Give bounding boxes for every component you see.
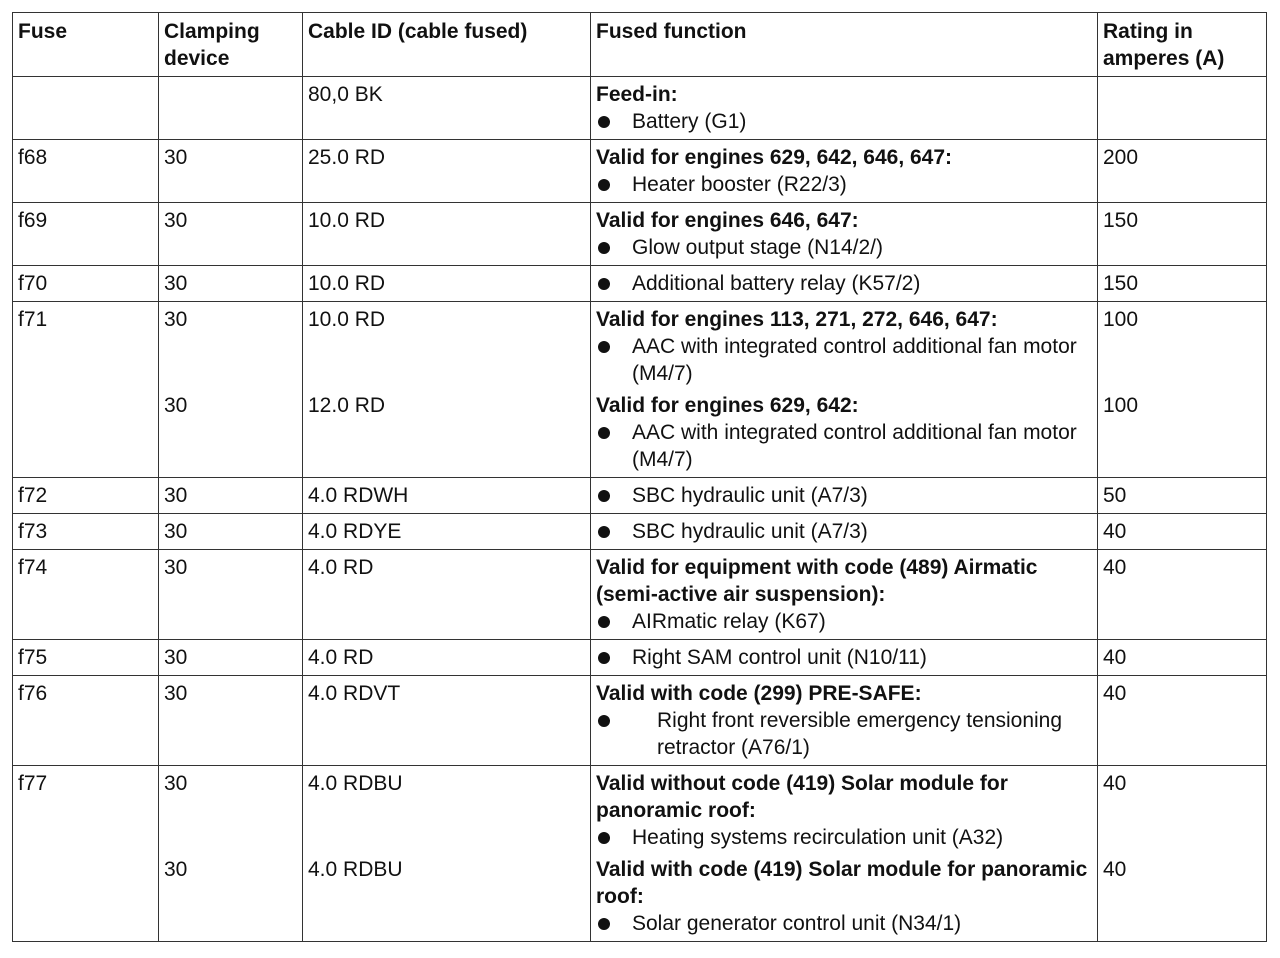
fuse-cell: f72 bbox=[13, 478, 159, 514]
cable-cell: 10.0 RD bbox=[303, 266, 591, 302]
clamping-cell: 30 bbox=[159, 391, 303, 478]
cable-cell: 4.0 RD bbox=[303, 550, 591, 640]
clamping-cell: 30 bbox=[159, 203, 303, 266]
function-heading: Valid for engines 646, 647: bbox=[596, 209, 859, 232]
clamping-cell: 30 bbox=[159, 640, 303, 676]
bullet-icon bbox=[598, 179, 610, 191]
fuse-cell bbox=[13, 391, 159, 478]
rating-cell: 150 bbox=[1098, 266, 1267, 302]
clamping-cell: 30 bbox=[159, 550, 303, 640]
function-bullet bbox=[596, 518, 1092, 545]
fuse-cell bbox=[13, 77, 159, 140]
function-cell bbox=[591, 514, 1098, 550]
cable-cell: 4.0 RDYE bbox=[303, 514, 591, 550]
function-bullet-text: Heater booster (R22/3) bbox=[632, 173, 847, 196]
header-row bbox=[13, 13, 1267, 77]
bullet-icon bbox=[598, 490, 610, 502]
fuse-cell: f74 bbox=[13, 550, 159, 640]
function-bullet-text: Solar generator control unit (N34/1) bbox=[632, 912, 962, 935]
table-row bbox=[13, 676, 1267, 766]
function-cell bbox=[591, 140, 1098, 203]
function-bullet bbox=[596, 644, 1092, 671]
clamping-cell: 30 bbox=[159, 514, 303, 550]
function-cell bbox=[591, 478, 1098, 514]
function-bullet bbox=[596, 333, 1092, 387]
function-bullet bbox=[596, 910, 1092, 937]
bullet-icon bbox=[598, 918, 610, 930]
function-heading: Valid with code (299) PRE-SAFE: bbox=[596, 682, 922, 705]
function-bullet-text: Right SAM control unit (N10/11) bbox=[632, 646, 927, 669]
function-bullet bbox=[596, 824, 1092, 851]
fuse-cell: f70 bbox=[13, 266, 159, 302]
clamping-cell: 30 bbox=[159, 140, 303, 203]
fuse-table bbox=[12, 12, 1267, 942]
clamping-cell: 30 bbox=[159, 478, 303, 514]
bullet-icon bbox=[598, 278, 610, 290]
bullet-icon bbox=[598, 715, 610, 727]
function-bullet bbox=[596, 171, 1092, 198]
fuse-cell: f75 bbox=[13, 640, 159, 676]
function-heading: Valid for engines 629, 642, 646, 647: bbox=[596, 146, 953, 169]
table-row bbox=[13, 550, 1267, 640]
rating-cell: 150 bbox=[1098, 203, 1267, 266]
function-bullet-text: SBC hydraulic unit (A7/3) bbox=[632, 520, 868, 543]
function-bullet-text: SBC hydraulic unit (A7/3) bbox=[632, 484, 868, 507]
function-bullet bbox=[596, 482, 1092, 509]
fuse-cell: f77 bbox=[13, 766, 159, 856]
function-bullet-text: AAC with integrated control additional fan motor (M4/7) bbox=[632, 335, 1077, 385]
table-row bbox=[13, 478, 1267, 514]
rating-cell: 40 bbox=[1098, 676, 1267, 766]
clamping-cell: 30 bbox=[159, 266, 303, 302]
table-row bbox=[13, 391, 1267, 478]
rating-cell: 100 bbox=[1098, 391, 1267, 478]
clamping-cell: 30 bbox=[159, 766, 303, 856]
cable-cell: 25.0 RD bbox=[303, 140, 591, 203]
cable-cell: 80,0 BK bbox=[303, 77, 591, 140]
function-cell bbox=[591, 391, 1098, 478]
fuse-cell: f69 bbox=[13, 203, 159, 266]
clamping-cell: 30 bbox=[159, 302, 303, 392]
rating-cell: 40 bbox=[1098, 766, 1267, 856]
clamping-cell bbox=[159, 77, 303, 140]
function-bullet-text: Right front reversible emergency tensioning retractor (A76/1) bbox=[657, 709, 1063, 759]
table-row bbox=[13, 266, 1267, 302]
rating-cell: 40 bbox=[1098, 855, 1267, 942]
table-row bbox=[13, 766, 1267, 856]
function-bullet-text: AAC with integrated control additional fan motor (M4/7) bbox=[632, 421, 1077, 471]
rating-cell: 50 bbox=[1098, 478, 1267, 514]
bullet-icon bbox=[598, 832, 610, 844]
function-bullet bbox=[596, 108, 1092, 135]
function-heading: Valid for equipment with code (489) Airmatic (semi-active air suspension): bbox=[596, 556, 1038, 606]
table-row bbox=[13, 640, 1267, 676]
bullet-icon bbox=[598, 616, 610, 628]
function-cell bbox=[591, 77, 1098, 140]
function-cell bbox=[591, 676, 1098, 766]
function-bullet-text: AIRmatic relay (K67) bbox=[632, 610, 826, 633]
function-bullet-text: Glow output stage (N14/2/) bbox=[632, 236, 883, 259]
function-cell bbox=[591, 266, 1098, 302]
cable-cell: 10.0 RD bbox=[303, 302, 591, 392]
table-row bbox=[13, 514, 1267, 550]
function-bullet bbox=[596, 419, 1092, 473]
table-row bbox=[13, 203, 1267, 266]
bullet-icon bbox=[598, 242, 610, 254]
fuse-cell: f76 bbox=[13, 676, 159, 766]
rating-cell bbox=[1098, 77, 1267, 140]
rating-cell: 40 bbox=[1098, 550, 1267, 640]
header-rating: Rating in amperes (A) bbox=[1098, 13, 1267, 77]
table-row bbox=[13, 140, 1267, 203]
header-clamping-device: Clamping device bbox=[159, 13, 303, 77]
fuse-cell: f73 bbox=[13, 514, 159, 550]
rating-cell: 40 bbox=[1098, 640, 1267, 676]
function-cell bbox=[591, 550, 1098, 640]
clamping-cell: 30 bbox=[159, 855, 303, 942]
cable-cell: 4.0 RD bbox=[303, 640, 591, 676]
function-heading: Valid without code (419) Solar module for panoramic roof: bbox=[596, 772, 1008, 822]
function-cell bbox=[591, 203, 1098, 266]
function-bullet-text: Battery (G1) bbox=[632, 110, 747, 133]
function-heading: Valid for engines 113, 271, 272, 646, 647: bbox=[596, 308, 998, 331]
function-heading: Valid with code (419) Solar module for panoramic roof: bbox=[596, 858, 1088, 908]
bullet-icon bbox=[598, 341, 610, 353]
function-heading: Feed-in: bbox=[596, 83, 678, 106]
rating-cell: 40 bbox=[1098, 514, 1267, 550]
table-row bbox=[13, 855, 1267, 942]
function-heading: Valid for engines 629, 642: bbox=[596, 394, 859, 417]
bullet-icon bbox=[598, 116, 610, 128]
rating-cell: 200 bbox=[1098, 140, 1267, 203]
table-row bbox=[13, 77, 1267, 140]
function-cell bbox=[591, 302, 1098, 392]
cable-cell: 10.0 RD bbox=[303, 203, 591, 266]
header-fused-function: Fused function bbox=[591, 13, 1098, 77]
rating-cell: 100 bbox=[1098, 302, 1267, 392]
cable-cell: 4.0 RDBU bbox=[303, 855, 591, 942]
function-bullet-text: Heating systems recirculation unit (A32) bbox=[632, 826, 1004, 849]
function-cell bbox=[591, 766, 1098, 856]
cable-cell: 4.0 RDWH bbox=[303, 478, 591, 514]
table-row bbox=[13, 302, 1267, 392]
bullet-icon bbox=[598, 427, 610, 439]
header-fuse: Fuse bbox=[13, 13, 159, 77]
fuse-cell: f68 bbox=[13, 140, 159, 203]
cable-cell: 12.0 RD bbox=[303, 391, 591, 478]
bullet-icon bbox=[598, 652, 610, 664]
function-bullet bbox=[596, 608, 1092, 635]
function-bullet bbox=[596, 270, 1092, 297]
cable-cell: 4.0 RDVT bbox=[303, 676, 591, 766]
fuse-cell: f71 bbox=[13, 302, 159, 392]
fuse-cell bbox=[13, 855, 159, 942]
function-cell bbox=[591, 640, 1098, 676]
function-bullet-text: Additional battery relay (K57/2) bbox=[632, 272, 921, 295]
bullet-icon bbox=[598, 526, 610, 538]
function-cell bbox=[591, 855, 1098, 942]
function-bullet bbox=[596, 707, 1092, 761]
function-bullet bbox=[596, 234, 1092, 261]
header-cable-id: Cable ID (cable fused) bbox=[303, 13, 591, 77]
clamping-cell: 30 bbox=[159, 676, 303, 766]
cable-cell: 4.0 RDBU bbox=[303, 766, 591, 856]
